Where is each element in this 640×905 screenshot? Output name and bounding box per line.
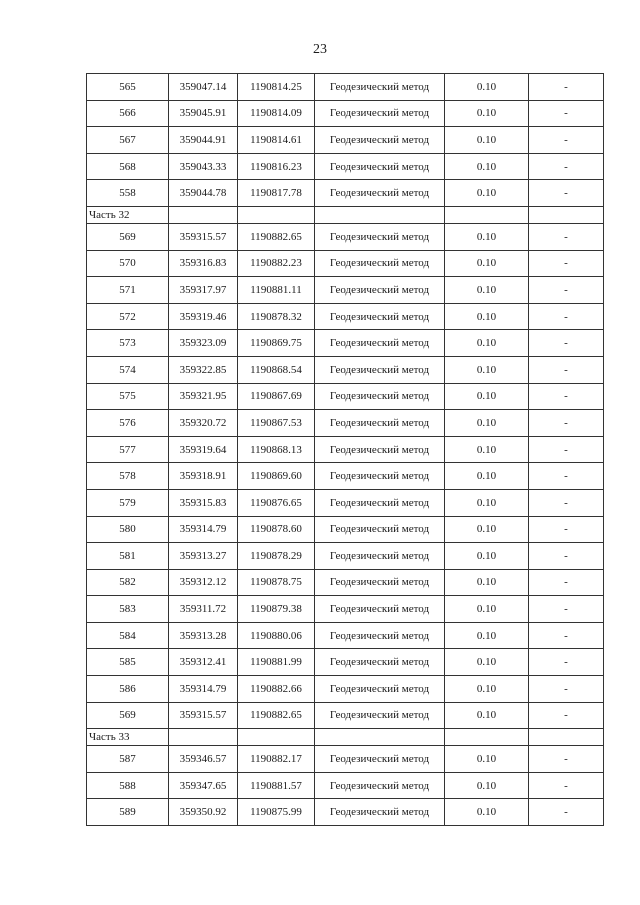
empty-cell xyxy=(529,206,604,223)
x-coordinate-cell: 359314.79 xyxy=(169,516,238,543)
note-cell: - xyxy=(529,436,604,463)
method-cell: Геодезический метод xyxy=(315,596,445,623)
point-number-cell: 581 xyxy=(87,543,169,570)
y-coordinate-cell: 1190814.25 xyxy=(238,74,315,101)
accuracy-cell: 0.10 xyxy=(445,436,529,463)
note-cell: - xyxy=(529,303,604,330)
accuracy-cell: 0.10 xyxy=(445,489,529,516)
x-coordinate-cell: 359323.09 xyxy=(169,330,238,357)
y-coordinate-cell: 1190882.66 xyxy=(238,676,315,703)
x-coordinate-cell: 359047.14 xyxy=(169,74,238,101)
y-coordinate-cell: 1190867.53 xyxy=(238,410,315,437)
y-coordinate-cell: 1190869.60 xyxy=(238,463,315,490)
accuracy-cell: 0.10 xyxy=(445,330,529,357)
point-number-cell: 582 xyxy=(87,569,169,596)
section-header-row xyxy=(87,206,604,223)
y-coordinate-cell: 1190880.06 xyxy=(238,622,315,649)
method-cell: Геодезический метод xyxy=(315,223,445,250)
table-row xyxy=(87,622,604,649)
y-coordinate-cell: 1190868.54 xyxy=(238,356,315,383)
y-coordinate-cell: 1190881.99 xyxy=(238,649,315,676)
accuracy-cell: 0.10 xyxy=(445,702,529,729)
point-number-cell: 584 xyxy=(87,622,169,649)
note-cell: - xyxy=(529,649,604,676)
x-coordinate-cell: 359321.95 xyxy=(169,383,238,410)
empty-cell xyxy=(315,729,445,746)
x-coordinate-cell: 359350.92 xyxy=(169,799,238,826)
x-coordinate-cell: 359312.41 xyxy=(169,649,238,676)
table-row xyxy=(87,596,604,623)
point-number-cell: 578 xyxy=(87,463,169,490)
y-coordinate-cell: 1190878.75 xyxy=(238,569,315,596)
method-cell: Геодезический метод xyxy=(315,127,445,154)
accuracy-cell: 0.10 xyxy=(445,383,529,410)
note-cell: - xyxy=(529,516,604,543)
y-coordinate-cell: 1190878.32 xyxy=(238,303,315,330)
note-cell: - xyxy=(529,330,604,357)
note-cell: - xyxy=(529,127,604,154)
note-cell: - xyxy=(529,180,604,207)
empty-cell xyxy=(169,206,238,223)
y-coordinate-cell: 1190814.09 xyxy=(238,100,315,127)
point-number-cell: 577 xyxy=(87,436,169,463)
x-coordinate-cell: 359315.57 xyxy=(169,223,238,250)
x-coordinate-cell: 359315.57 xyxy=(169,702,238,729)
point-number-cell: 571 xyxy=(87,277,169,304)
note-cell: - xyxy=(529,543,604,570)
accuracy-cell: 0.10 xyxy=(445,180,529,207)
empty-cell xyxy=(238,729,315,746)
accuracy-cell: 0.10 xyxy=(445,772,529,799)
section-label: Часть 32 xyxy=(87,206,169,223)
accuracy-cell: 0.10 xyxy=(445,356,529,383)
y-coordinate-cell: 1190875.99 xyxy=(238,799,315,826)
y-coordinate-cell: 1190878.29 xyxy=(238,543,315,570)
table-row xyxy=(87,543,604,570)
method-cell: Геодезический метод xyxy=(315,489,445,516)
y-coordinate-cell: 1190881.11 xyxy=(238,277,315,304)
x-coordinate-cell: 359346.57 xyxy=(169,746,238,773)
point-number-cell: 588 xyxy=(87,772,169,799)
y-coordinate-cell: 1190882.65 xyxy=(238,223,315,250)
method-cell: Геодезический метод xyxy=(315,383,445,410)
note-cell: - xyxy=(529,383,604,410)
empty-cell xyxy=(529,729,604,746)
method-cell: Геодезический метод xyxy=(315,436,445,463)
method-cell: Геодезический метод xyxy=(315,100,445,127)
method-cell: Геодезический метод xyxy=(315,649,445,676)
method-cell: Геодезический метод xyxy=(315,463,445,490)
empty-cell xyxy=(315,206,445,223)
point-number-cell: 576 xyxy=(87,410,169,437)
accuracy-cell: 0.10 xyxy=(445,569,529,596)
note-cell: - xyxy=(529,100,604,127)
point-number-cell: 568 xyxy=(87,153,169,180)
accuracy-cell: 0.10 xyxy=(445,596,529,623)
note-cell: - xyxy=(529,277,604,304)
point-number-cell: 587 xyxy=(87,746,169,773)
point-number-cell: 570 xyxy=(87,250,169,277)
method-cell: Геодезический метод xyxy=(315,622,445,649)
table-row xyxy=(87,569,604,596)
point-number-cell: 589 xyxy=(87,799,169,826)
empty-cell xyxy=(445,206,529,223)
point-number-cell: 566 xyxy=(87,100,169,127)
table-row xyxy=(87,383,604,410)
table-row xyxy=(87,676,604,703)
table-row xyxy=(87,702,604,729)
x-coordinate-cell: 359319.64 xyxy=(169,436,238,463)
y-coordinate-cell: 1190882.65 xyxy=(238,702,315,729)
point-number-cell: 569 xyxy=(87,702,169,729)
method-cell: Геодезический метод xyxy=(315,303,445,330)
accuracy-cell: 0.10 xyxy=(445,676,529,703)
accuracy-cell: 0.10 xyxy=(445,543,529,570)
method-cell: Геодезический метод xyxy=(315,180,445,207)
table-row xyxy=(87,303,604,330)
x-coordinate-cell: 359320.72 xyxy=(169,410,238,437)
table-row xyxy=(87,180,604,207)
note-cell: - xyxy=(529,74,604,101)
note-cell: - xyxy=(529,772,604,799)
note-cell: - xyxy=(529,153,604,180)
note-cell: - xyxy=(529,676,604,703)
method-cell: Геодезический метод xyxy=(315,277,445,304)
note-cell: - xyxy=(529,410,604,437)
point-number-cell: 565 xyxy=(87,74,169,101)
method-cell: Геодезический метод xyxy=(315,516,445,543)
accuracy-cell: 0.10 xyxy=(445,277,529,304)
table-row xyxy=(87,127,604,154)
accuracy-cell: 0.10 xyxy=(445,649,529,676)
x-coordinate-cell: 359322.85 xyxy=(169,356,238,383)
point-number-cell: 580 xyxy=(87,516,169,543)
table-row xyxy=(87,250,604,277)
table-row xyxy=(87,436,604,463)
accuracy-cell: 0.10 xyxy=(445,516,529,543)
x-coordinate-cell: 359312.12 xyxy=(169,569,238,596)
accuracy-cell: 0.10 xyxy=(445,100,529,127)
table-row xyxy=(87,153,604,180)
x-coordinate-cell: 359314.79 xyxy=(169,676,238,703)
method-cell: Геодезический метод xyxy=(315,746,445,773)
table-row xyxy=(87,223,604,250)
table-row xyxy=(87,746,604,773)
section-label: Часть 33 xyxy=(87,729,169,746)
method-cell: Геодезический метод xyxy=(315,772,445,799)
accuracy-cell: 0.10 xyxy=(445,746,529,773)
accuracy-cell: 0.10 xyxy=(445,153,529,180)
x-coordinate-cell: 359347.65 xyxy=(169,772,238,799)
x-coordinate-cell: 359311.72 xyxy=(169,596,238,623)
table-row xyxy=(87,463,604,490)
x-coordinate-cell: 359313.28 xyxy=(169,622,238,649)
note-cell: - xyxy=(529,463,604,490)
y-coordinate-cell: 1190817.78 xyxy=(238,180,315,207)
x-coordinate-cell: 359044.91 xyxy=(169,127,238,154)
method-cell: Геодезический метод xyxy=(315,330,445,357)
point-number-cell: 583 xyxy=(87,596,169,623)
y-coordinate-cell: 1190879.38 xyxy=(238,596,315,623)
y-coordinate-cell: 1190878.60 xyxy=(238,516,315,543)
table-row xyxy=(87,649,604,676)
note-cell: - xyxy=(529,596,604,623)
point-number-cell: 573 xyxy=(87,330,169,357)
method-cell: Геодезический метод xyxy=(315,356,445,383)
accuracy-cell: 0.10 xyxy=(445,622,529,649)
accuracy-cell: 0.10 xyxy=(445,74,529,101)
accuracy-cell: 0.10 xyxy=(445,303,529,330)
point-number-cell: 575 xyxy=(87,383,169,410)
empty-cell xyxy=(169,729,238,746)
section-header-row xyxy=(87,729,604,746)
note-cell: - xyxy=(529,622,604,649)
method-cell: Геодезический метод xyxy=(315,543,445,570)
point-number-cell: 574 xyxy=(87,356,169,383)
x-coordinate-cell: 359045.91 xyxy=(169,100,238,127)
note-cell: - xyxy=(529,702,604,729)
x-coordinate-cell: 359319.46 xyxy=(169,303,238,330)
table-row xyxy=(87,330,604,357)
table-row xyxy=(87,277,604,304)
accuracy-cell: 0.10 xyxy=(445,127,529,154)
x-coordinate-cell: 359043.33 xyxy=(169,153,238,180)
y-coordinate-cell: 1190816.23 xyxy=(238,153,315,180)
point-number-cell: 572 xyxy=(87,303,169,330)
table-row xyxy=(87,356,604,383)
x-coordinate-cell: 359313.27 xyxy=(169,543,238,570)
table-row xyxy=(87,410,604,437)
empty-cell xyxy=(445,729,529,746)
x-coordinate-cell: 359316.83 xyxy=(169,250,238,277)
note-cell: - xyxy=(529,569,604,596)
table-row xyxy=(87,74,604,101)
method-cell: Геодезический метод xyxy=(315,250,445,277)
method-cell: Геодезический метод xyxy=(315,153,445,180)
point-number-cell: 579 xyxy=(87,489,169,516)
point-number-cell: 585 xyxy=(87,649,169,676)
table-row xyxy=(87,516,604,543)
table-body xyxy=(87,74,604,826)
accuracy-cell: 0.10 xyxy=(445,799,529,826)
point-number-cell: 569 xyxy=(87,223,169,250)
point-number-cell: 558 xyxy=(87,180,169,207)
y-coordinate-cell: 1190882.23 xyxy=(238,250,315,277)
table-row xyxy=(87,489,604,516)
accuracy-cell: 0.10 xyxy=(445,250,529,277)
table-row xyxy=(87,772,604,799)
accuracy-cell: 0.10 xyxy=(445,410,529,437)
note-cell: - xyxy=(529,489,604,516)
point-number-cell: 567 xyxy=(87,127,169,154)
note-cell: - xyxy=(529,223,604,250)
note-cell: - xyxy=(529,356,604,383)
method-cell: Геодезический метод xyxy=(315,74,445,101)
y-coordinate-cell: 1190869.75 xyxy=(238,330,315,357)
x-coordinate-cell: 359315.83 xyxy=(169,489,238,516)
x-coordinate-cell: 359318.91 xyxy=(169,463,238,490)
x-coordinate-cell: 359044.78 xyxy=(169,180,238,207)
method-cell: Геодезический метод xyxy=(315,410,445,437)
method-cell: Геодезический метод xyxy=(315,676,445,703)
y-coordinate-cell: 1190876.65 xyxy=(238,489,315,516)
accuracy-cell: 0.10 xyxy=(445,463,529,490)
y-coordinate-cell: 1190881.57 xyxy=(238,772,315,799)
x-coordinate-cell: 359317.97 xyxy=(169,277,238,304)
note-cell: - xyxy=(529,799,604,826)
method-cell: Геодезический метод xyxy=(315,799,445,826)
coordinates-table xyxy=(86,73,604,826)
accuracy-cell: 0.10 xyxy=(445,223,529,250)
y-coordinate-cell: 1190868.13 xyxy=(238,436,315,463)
note-cell: - xyxy=(529,746,604,773)
note-cell: - xyxy=(529,250,604,277)
empty-cell xyxy=(238,206,315,223)
point-number-cell: 586 xyxy=(87,676,169,703)
method-cell: Геодезический метод xyxy=(315,702,445,729)
table-row xyxy=(87,799,604,826)
page-number: 23 xyxy=(313,42,327,57)
y-coordinate-cell: 1190814.61 xyxy=(238,127,315,154)
table-row xyxy=(87,100,604,127)
y-coordinate-cell: 1190882.17 xyxy=(238,746,315,773)
y-coordinate-cell: 1190867.69 xyxy=(238,383,315,410)
method-cell: Геодезический метод xyxy=(315,569,445,596)
